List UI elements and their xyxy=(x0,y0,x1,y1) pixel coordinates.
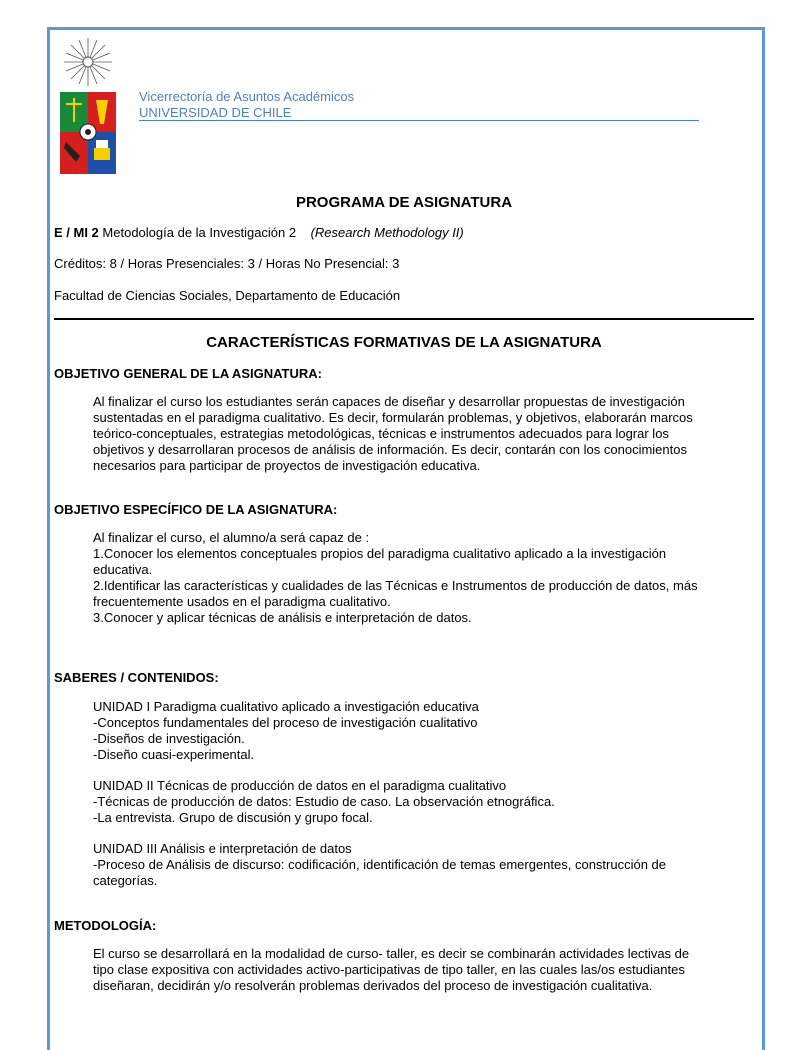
specific-objective-heading: OBJETIVO ESPECÍFICO DE LA ASIGNATURA: xyxy=(54,502,338,517)
text-line: UNIDAD III Análisis e interpretación de datos xyxy=(93,841,352,856)
methodology-text xyxy=(93,946,713,994)
text-line: Al finalizar el curso los estudiantes serán capaces de diseñar y desarrollar propuestas de investigación xyxy=(93,394,685,409)
specific-objective-text xyxy=(93,530,713,626)
program-title: PROGRAMA DE ASIGNATURA xyxy=(295,194,513,211)
text-line: 1.Conocer los elementos conceptuales propios del paradigma cualitativo aplicado a la investigación xyxy=(93,546,667,561)
text-line: -Proceso de Análisis de discurso: codificación, identificación de temas emergentes, construcción de xyxy=(93,857,667,872)
text-line: objetivos y desarrollaran procesos de análisis de información. Es decir, contarán con los conocimientos xyxy=(93,442,687,457)
unit-2-text xyxy=(93,778,713,826)
course-english-name: (Research Methodology II) xyxy=(310,225,464,240)
text-line: -Diseños de investigación. xyxy=(93,731,245,746)
credits-line: Créditos: 8 / Horas Presenciales: 3 / Horas No Presencial: 3 xyxy=(54,256,400,271)
text-line: 2.Identificar las características y cualidades de las Técnicas e Instrumentos de producción de datos, más xyxy=(93,578,698,593)
vice-rectorate-label: Vicerrectoría de Asuntos Académicos xyxy=(139,89,355,104)
text-line: diseñaran, decidirán y/o resolverán problemas derivados del proceso de investigación cualitativa. xyxy=(93,978,653,993)
university-crest-logo xyxy=(58,36,118,176)
text-line: necesarios para participar de proyectos de investigación educativa. xyxy=(93,458,481,473)
text-line: tipo clase expositiva con actividades activo-participativas de tipo taller, en las cuales las/os estudiantes xyxy=(93,962,685,977)
course-name: Metodología de la Investigación 2 xyxy=(102,225,297,240)
text-line: sustentadas en el paradigma cualitativo. Es decir, formularán problemas, y objetivos, elaborarán marcos xyxy=(93,410,693,425)
unit-3-text xyxy=(93,841,713,889)
text-line: -Diseño cuasi-experimental. xyxy=(93,747,255,762)
header-divider xyxy=(139,120,699,121)
text-line: -Técnicas de producción de datos: Estudio de caso. La observación etnográfica. xyxy=(93,794,555,809)
text-line: UNIDAD II Técnicas de producción de datos en el paradigma cualitativo xyxy=(93,778,507,793)
text-line: 3.Conocer y aplicar técnicas de análisis e interpretación de datos. xyxy=(93,610,472,625)
contents-heading: SABERES / CONTENIDOS: xyxy=(54,670,219,685)
text-line: Al finalizar el curso, el alumno/a será capaz de : xyxy=(93,530,370,545)
text-line: El curso se desarrollará en la modalidad de curso- taller, es decir se combinarán actividades lectivas de xyxy=(93,946,690,961)
university-name: UNIVERSIDAD DE CHILE xyxy=(139,105,292,120)
text-line: UNIDAD I Paradigma cualitativo aplicado a investigación educativa xyxy=(93,699,479,714)
general-objective-text xyxy=(93,394,713,474)
unit-1-text xyxy=(93,699,713,763)
text-line: -Conceptos fundamentales del proceso de investigación cualitativo xyxy=(93,715,478,730)
text-line: -La entrevista. Grupo de discusión y grupo focal. xyxy=(93,810,373,825)
general-objective-heading: OBJETIVO GENERAL DE LA ASIGNATURA: xyxy=(54,366,322,381)
course-line xyxy=(54,225,464,240)
methodology-heading: METODOLOGÍA: xyxy=(54,918,157,933)
course-code: E / MI 2 xyxy=(54,225,99,240)
faculty-line: Facultad de Ciencias Sociales, Departamento de Educación xyxy=(54,288,401,303)
institution-header xyxy=(139,89,354,121)
text-line: teórico-conceptuales, estrategias metodológicas, técnicas e instrumentos adecuados para lograr los xyxy=(93,426,669,441)
text-line: educativa. xyxy=(93,562,153,577)
text-line: categorías. xyxy=(93,873,158,888)
section-divider xyxy=(54,318,754,320)
section-title: CARACTERÍSTICAS FORMATIVAS DE LA ASIGNATURA xyxy=(206,334,602,351)
text-line: frecuentemente usados en el paradigma cualitativo. xyxy=(93,594,391,609)
